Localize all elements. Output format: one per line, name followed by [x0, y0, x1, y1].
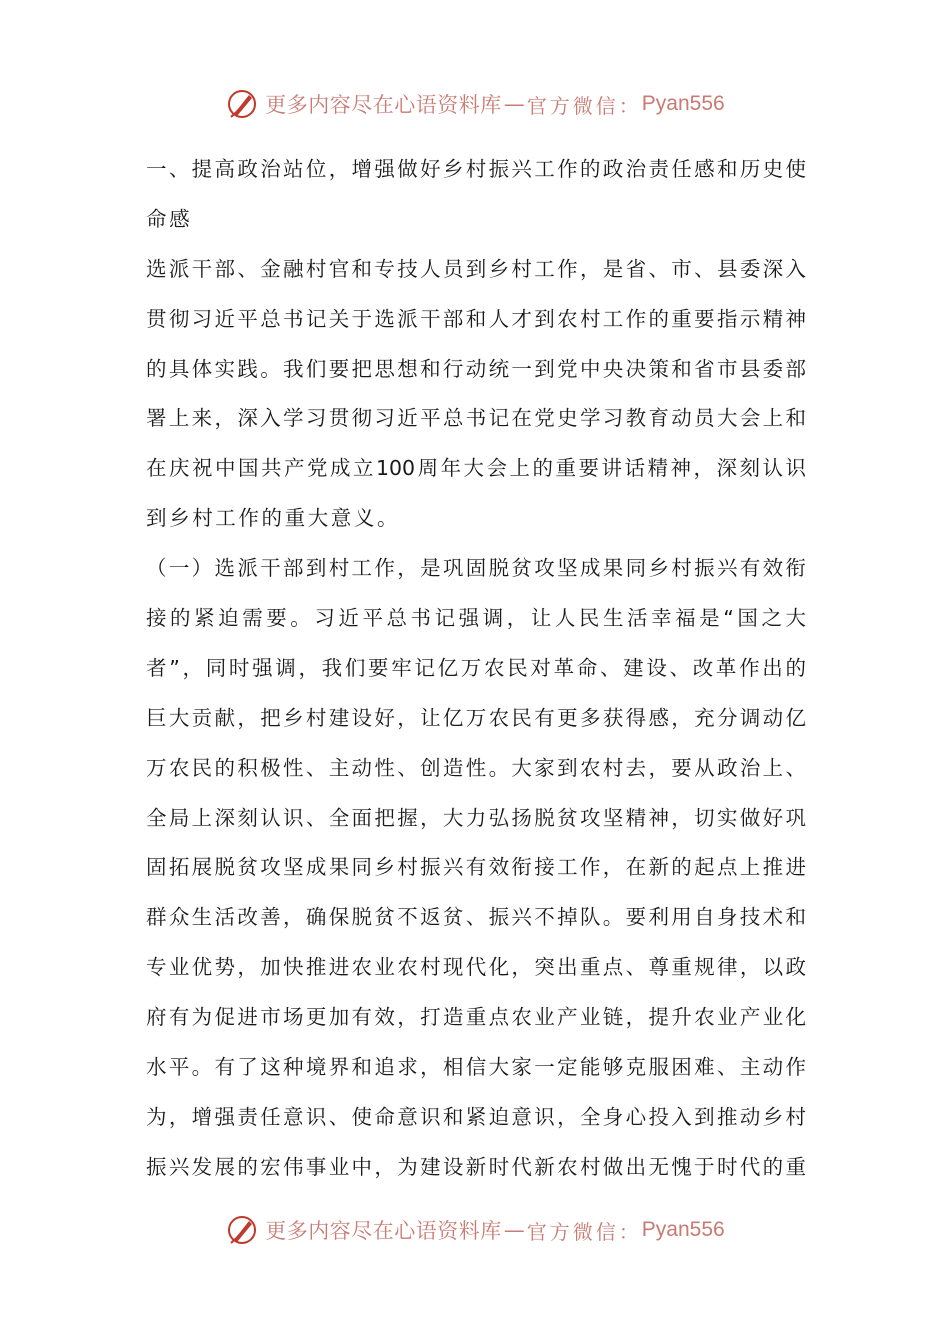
text-line: 接的紧迫需要。习近平总书记强调，让人民生活幸福是“国之大	[146, 606, 806, 631]
text-line: 者”，同时强调，我们要牢记亿万农民对革命、建设、改革作出的	[146, 655, 806, 680]
text-line: 水平。有了这种境界和追求，相信大家一定能够克服困难、主动作	[146, 1055, 806, 1080]
watermark-wechat-id: Pyan556	[641, 1218, 725, 1241]
watermark-official-label: 官方微信：	[526, 1219, 642, 1244]
watermark-brand: 更多内容尽在心语资料库	[265, 1219, 502, 1243]
header-watermark	[0, 84, 950, 124]
watermark-wechat-id: Pyan556	[641, 92, 725, 115]
text-line: 一、提高政治站位，增强做好乡村振兴工作的政治责任感和历史使	[146, 157, 806, 181]
text-line: 署上来，深入学习贯彻习近平总书记在党史学习教育动员大会上和	[146, 406, 806, 431]
text-line: 全局上深刻认识、全面把握，大力弘扬脱贫攻坚精神，切实做好巩	[146, 805, 806, 830]
watermark-dash: —	[503, 1218, 525, 1242]
watermark-official-label: 官方微信：	[526, 93, 642, 118]
text-line: 的具体实践。我们要把思想和行动统一到党中央决策和省市县委部	[146, 356, 806, 381]
text-line: 到乡村工作的重大意义。	[146, 506, 401, 531]
text-line: 贯彻习近平总书记关于选派干部和人才到农村工作的重要指示精神	[146, 306, 806, 331]
text-line: 万农民的积极性、主动性、创造性。大家到农村去，要从政治上、	[146, 755, 806, 780]
text-line: 选派干部、金融村官和专技人员到乡村工作，是省、市、县委深入	[146, 256, 806, 281]
document-body	[146, 145, 806, 1193]
text-line: 固拓展脱贫攻坚成果同乡村振兴有效衔接工作，在新的起点上推进	[146, 855, 806, 880]
text-line: 在庆祝中国共产党成立100周年大会上的重要讲话精神，深刻认识	[146, 456, 806, 481]
text-line: 为，增强责任意识、使命意识和紧迫意识，全身心投入到推动乡村	[146, 1104, 806, 1129]
watermark-dash: —	[503, 92, 525, 116]
footer-watermark	[0, 1210, 950, 1250]
text-line: 府有为促进市场更加有效，打造重点农业产业链，提升农业产业化	[146, 1005, 806, 1030]
text-line: （一）选派干部到村工作，是巩固脱贫攻坚成果同乡村振兴有效衔	[146, 556, 806, 581]
text-line: 专业优势，加快推进农业农村现代化，突出重点、尊重规律，以政	[146, 955, 806, 980]
quill-pen-logo-icon	[225, 1213, 259, 1247]
watermark-brand: 更多内容尽在心语资料库	[265, 93, 502, 117]
text-line: 振兴发展的宏伟事业中，为建设新时代新农村做出无愧于时代的重	[146, 1154, 806, 1179]
text-line: 命感	[146, 206, 193, 231]
text-line: 巨大贡献，把乡村建设好，让亿万农民有更多获得感，充分调动亿	[146, 705, 806, 730]
quill-pen-logo-icon	[225, 87, 259, 121]
text-line: 群众生活改善，确保脱贫不返贫、振兴不掉队。要利用自身技术和	[146, 905, 806, 930]
